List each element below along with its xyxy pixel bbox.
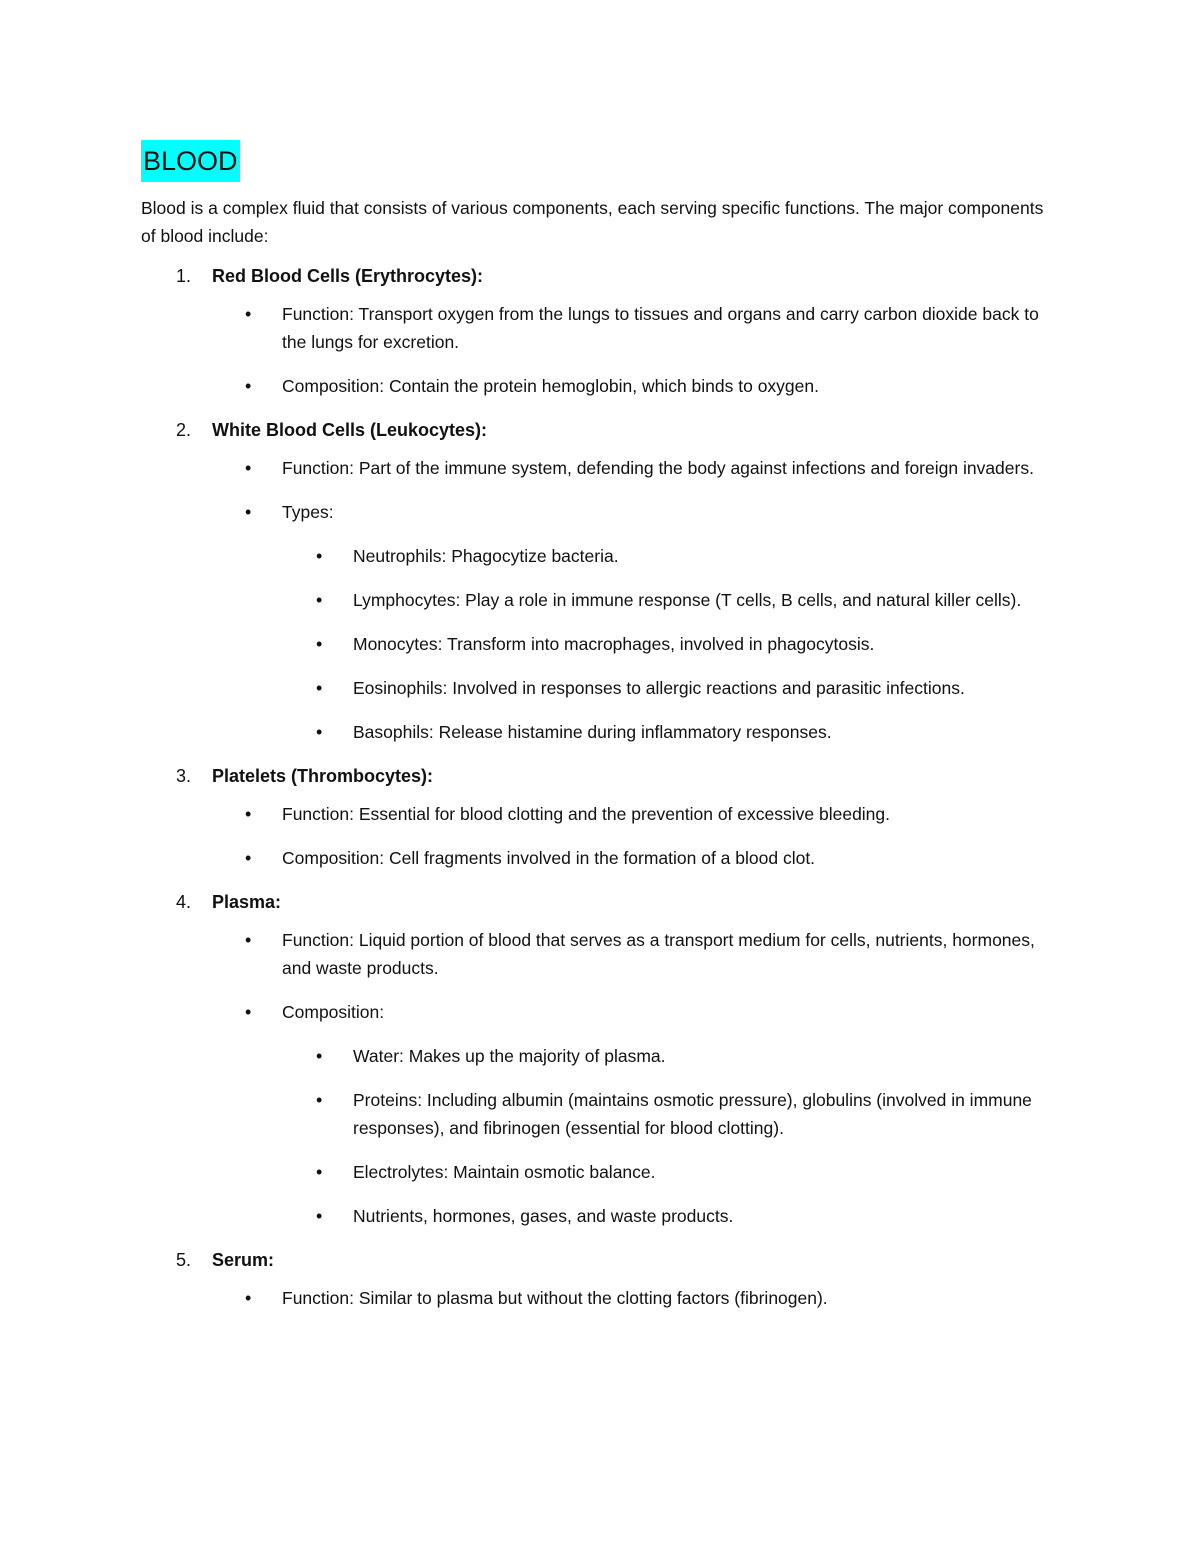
list-item: • Composition: Cell fragments involved in the formation of a blood clot.: [282, 844, 1061, 872]
section-number: 2.: [176, 420, 192, 440]
sub-list-item: • Eosinophils: Involved in responses to allergic reactions and parasitic infections.: [353, 674, 1061, 702]
section-platelets: [141, 762, 1061, 872]
bullet-list: [141, 800, 1061, 872]
section-title: Plasma:: [212, 892, 282, 912]
sub-list-item: • Proteins: Including albumin (maintains osmotic pressure), globulins (involved in immune responses), and fibrinogen (essential for blood clotting).: [353, 1086, 1061, 1142]
sub-list-item: • Neutrophils: Phagocytize bacteria.: [353, 542, 1061, 570]
bullet-list: [141, 454, 1061, 746]
section-serum: [141, 1246, 1061, 1312]
section-number: 1.: [176, 266, 192, 286]
list-item: • Function: Liquid portion of blood that serves as a transport medium for cells, nutrients, hormones, and waste products.: [282, 926, 1061, 982]
section-title: Platelets (Thrombocytes):: [212, 766, 434, 786]
list-item: [282, 998, 1061, 1230]
section-heading: [141, 1246, 1061, 1274]
document-title: BLOOD: [141, 140, 240, 182]
sub-bullet-list: [282, 542, 1061, 746]
list-item-label: Types:: [282, 502, 334, 522]
section-title: Serum:: [212, 1250, 275, 1270]
list-item: • Composition: Contain the protein hemoglobin, which binds to oxygen.: [282, 372, 1061, 400]
sub-list-item: • Lymphocytes: Play a role in immune response (T cells, B cells, and natural killer cells).: [353, 586, 1061, 614]
sub-list-item: • Nutrients, hormones, gases, and waste products.: [353, 1202, 1061, 1230]
section-title: Red Blood Cells (Erythrocytes):: [212, 266, 484, 286]
intro-paragraph: Blood is a complex fluid that consists of various components, each serving specific functions. The major components of blood include:: [141, 198, 1044, 246]
list-item: [282, 498, 1061, 746]
bullet-list: [141, 1284, 1061, 1312]
sub-list-item: • Monocytes: Transform into macrophages, involved in phagocytosis.: [353, 630, 1061, 658]
sub-bullet-list: [282, 1042, 1061, 1230]
section-plasma: [141, 888, 1061, 1230]
bullet-list: [141, 300, 1061, 400]
bullet-list: [141, 926, 1061, 1230]
list-item-label: Composition:: [282, 1002, 385, 1022]
section-heading: [141, 262, 1061, 290]
document-body: [141, 140, 1061, 1328]
list-item: • Function: Transport oxygen from the lungs to tissues and organs and carry carbon dioxide back to the lungs for excretion.: [282, 300, 1061, 356]
section-number: 4.: [176, 892, 192, 912]
section-number: 3.: [176, 766, 192, 786]
component-list: [141, 262, 1061, 1312]
section-heading: [141, 416, 1061, 444]
sub-list-item: • Basophils: Release histamine during inflammatory responses.: [353, 718, 1061, 746]
section-red-blood-cells: [141, 262, 1061, 400]
section-number: 5.: [176, 1250, 192, 1270]
section-white-blood-cells: [141, 416, 1061, 746]
section-title: White Blood Cells (Leukocytes):: [212, 420, 488, 440]
sub-list-item: • Electrolytes: Maintain osmotic balance.: [353, 1158, 1061, 1186]
list-item: • Function: Essential for blood clotting and the prevention of excessive bleeding.: [282, 800, 1061, 828]
section-heading: [141, 762, 1061, 790]
list-item: • Function: Similar to plasma but without the clotting factors (fibrinogen).: [282, 1284, 1061, 1312]
sub-list-item: • Water: Makes up the majority of plasma.: [353, 1042, 1061, 1070]
list-item: • Function: Part of the immune system, defending the body against infections and foreign invaders.: [282, 454, 1061, 482]
section-heading: [141, 888, 1061, 916]
